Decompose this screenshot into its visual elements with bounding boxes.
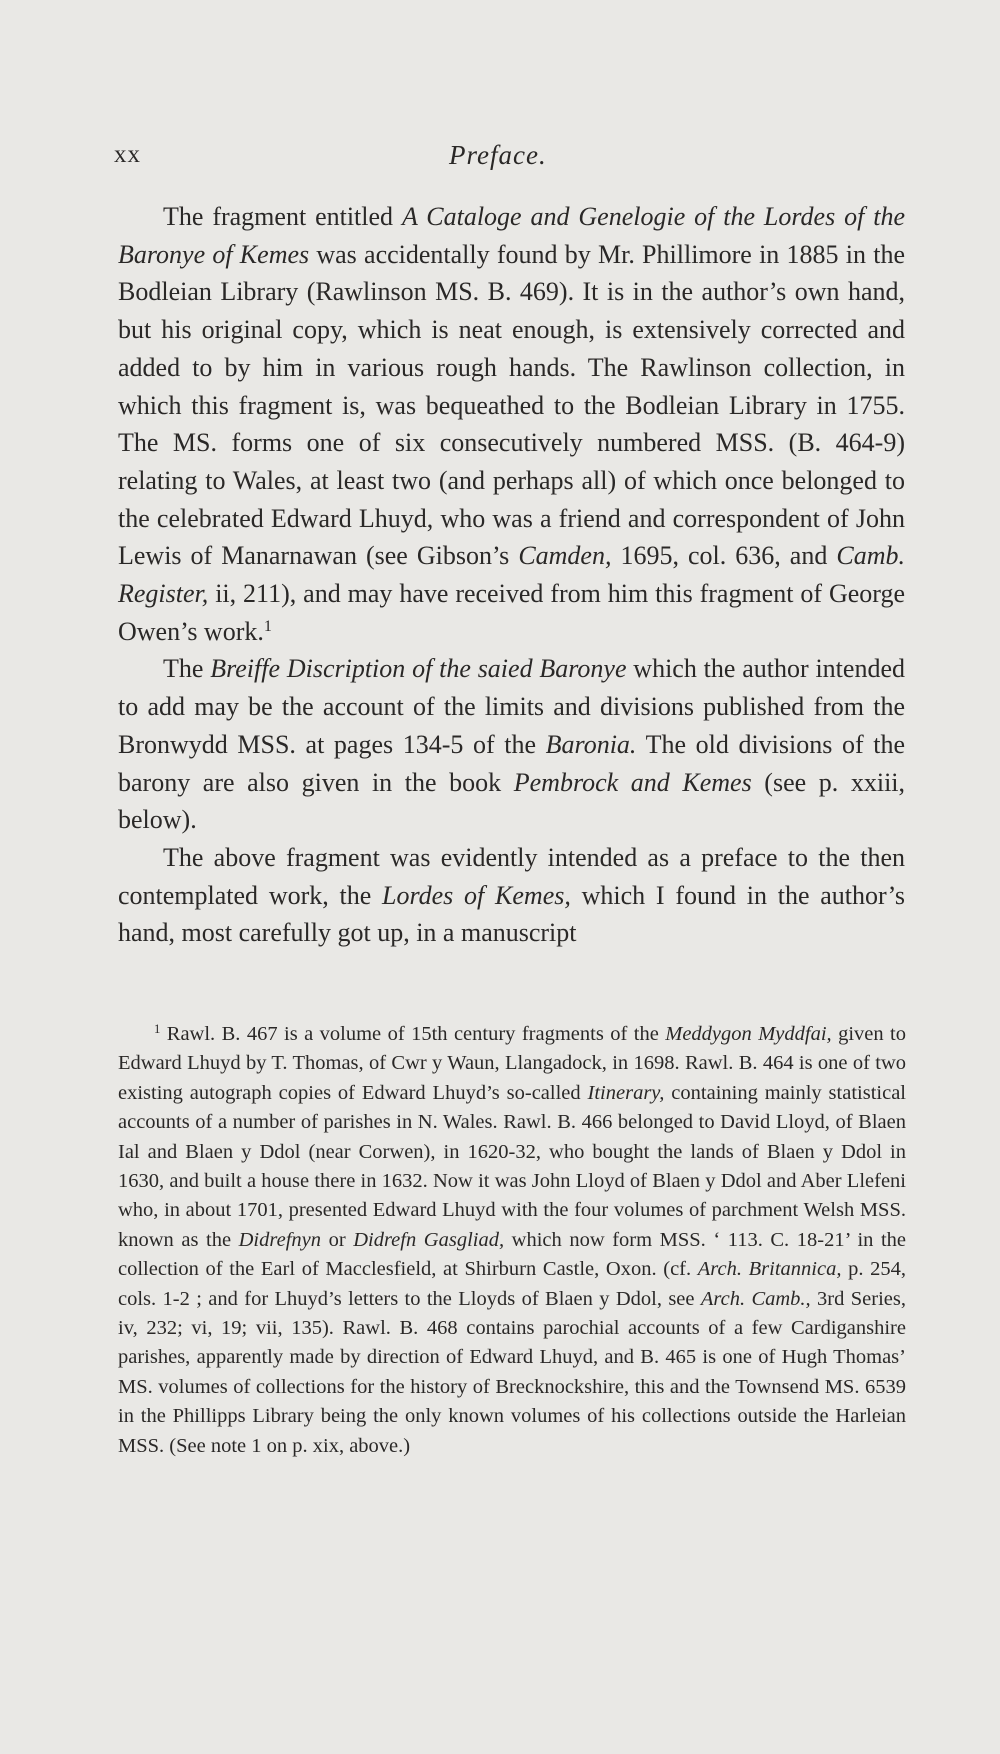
text-run: containing mainly statistical accounts of a number of parishes in N. Wales. Rawl. B. 466 belonged to David Lloyd, of Blaen Ial and Blaen y Ddol (near Corwen), in 1620-32, who bought the lands of Blaen y Ddol in 1630, and built a house there in 1632. Now it was John Lloyd of Blaen y Ddol and Aber Llefeni who, in about 1701, presented Edward Lhuyd with the four volumes of parchment Welsh MSS. known as the	[118, 1081, 906, 1251]
text-run: which I found in the author’s hand, most carefully got up, in a manuscript	[118, 880, 905, 948]
title-baronia: Baronia.	[545, 729, 637, 759]
text-run: or	[321, 1228, 354, 1251]
title-arch-camb: Arch. Camb.,	[700, 1287, 811, 1310]
text-run: p. 254, cols. 1-2 ; and for Lhuyd’s letters to the Lloyds of Blaen y Ddol, see	[118, 1258, 907, 1310]
text-run: 1695, col. 636, and	[611, 541, 837, 571]
text-run: which the author intended to add may be the account of the limits and divisions published from the Bronwydd MSS. at pages 134-5 of the	[118, 654, 905, 759]
text-run: The above fragment was evidently intended as a preface to the then contemplated work, the	[118, 842, 905, 910]
text-run: The	[163, 654, 211, 684]
title-didrefn-gasgliad: Didrefn Gasgliad,	[353, 1228, 505, 1251]
title-lordes-of-kemes: Lordes of Kemes,	[382, 880, 571, 910]
title-camb-register: Camb. Register,	[118, 541, 905, 609]
text-run: The fragment entitled	[163, 202, 402, 231]
paragraph-1	[118, 198, 905, 650]
title-arch-britannica: Arch. Britannica,	[697, 1258, 842, 1281]
text-run: The old divisions of the barony are also given in the book	[118, 729, 905, 797]
text-run: was accidentally found by Mr. Phillimore in 1885 in the Bodleian Library (Rawlinson MS. B. 469). It is in the author’s own hand, but his original copy, which is neat enough, is extensively corrected and added to by him in various rough hands. The Rawlinson collection, in which this fragment is, was bequeathed to the Bodleian Library in 1755. The MS. forms one of six consecutively numbered MSS. (B. 464-9) relating to Wales, at least two (and perhaps all) of which once belonged to the celebrated Edward Lhuyd, who was a friend and correspondent of John Lewis of Manarnawan (see Gibson’s	[118, 239, 905, 571]
main-text	[118, 198, 905, 952]
footnote-number: 1	[154, 1022, 161, 1037]
running-title: Preface.	[449, 140, 547, 170]
title-pembrock-and-kemes: Pembrock and Kemes	[513, 767, 752, 797]
title-cataloge: A Cataloge and Genelogie of the Lordes of the Baronye of Kemes	[118, 202, 905, 269]
footnote-marker: 1	[263, 617, 272, 635]
title-itinerary: Itinerary,	[587, 1081, 665, 1104]
paragraph-2	[118, 650, 905, 839]
paragraph-3	[118, 839, 905, 952]
title-didrefnyn: Didrefnyn	[238, 1228, 321, 1251]
text-run: given to Edward Lhuyd by T. Thomas, of Cwr y Waun, Llangadock, in 1698. Rawl. B. 464 is one of two existing autograph copies of Edward Lhuyd’s so-called	[118, 1023, 907, 1104]
title-camden: Camden,	[518, 541, 612, 571]
title-meddygon-myddfai: Meddygon Myddfai,	[665, 1023, 832, 1045]
text-run: (see p. xxiii, below).	[118, 767, 906, 835]
footnote-section	[118, 1020, 906, 1461]
text-run: Rawl. B. 467 is a volume of 15th century fragments of the	[160, 1023, 666, 1045]
page-number: xx	[114, 141, 141, 168]
footnote-1	[118, 1020, 906, 1461]
title-breiffe-discription: Breiffe Discription of the saied Baronye	[210, 654, 627, 684]
text-run: ii, 211), and may have received from him this fragment of George Owen’s work.	[118, 579, 905, 646]
text-run: which now form MSS. ‘ 113. C. 18-21’ in the collection of the Earl of Macclesfield, at Shirburn Castle, Oxon. (cf.	[118, 1228, 906, 1281]
text-run: 3rd Series, iv, 232; vi, 19; vii, 135). Rawl. B. 468 contains parochial accounts of a few Cardiganshire parishes, apparently made by direction of Edward Lhuyd, and B. 465 is one of Hugh Thomas’ MS. volumes of collections for the history of Brecknockshire, this and the Townsend MS. 6539 in the Phillipps Library being the only known volumes of his collections outside the Harleian MSS. (See note 1 on p. xix, above.)	[118, 1287, 906, 1457]
